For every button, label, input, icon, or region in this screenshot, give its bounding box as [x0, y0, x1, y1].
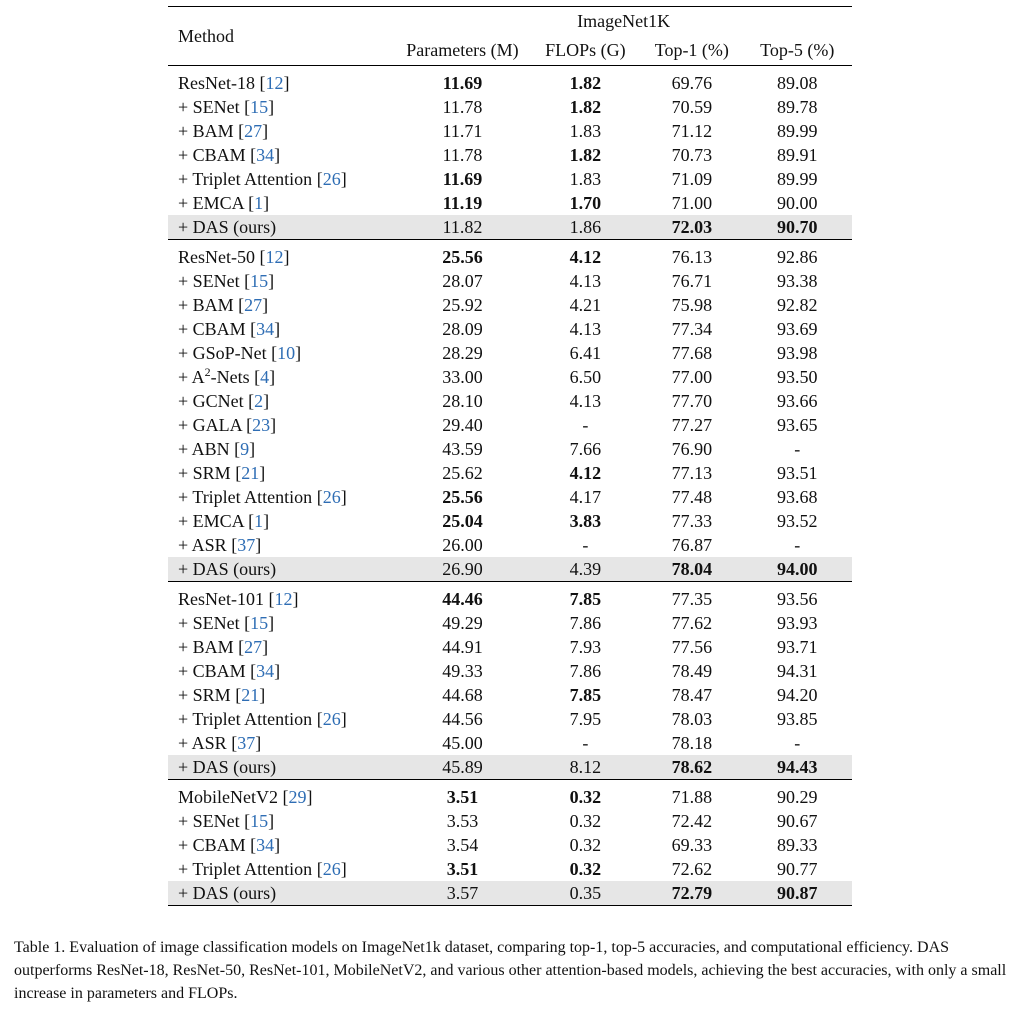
flops-cell: 7.93	[569, 637, 602, 657]
table-row-ours	[168, 215, 852, 240]
method-name: + Triplet Attention	[178, 169, 313, 189]
table-row	[168, 191, 852, 215]
method-cell: + SENet [15]	[178, 97, 275, 117]
flops-cell: 4.12	[569, 463, 602, 483]
top1-cell: 72.42	[671, 811, 713, 831]
top1-cell: 72.79	[641, 881, 742, 906]
table-row	[168, 95, 852, 119]
top5-cell: 93.51	[776, 463, 818, 483]
results-table	[168, 6, 852, 906]
top1-cell: 71.12	[671, 121, 713, 141]
citation-link[interactable]: 12	[265, 73, 284, 93]
citation-link[interactable]: 10	[277, 343, 296, 363]
top5-cell: 94.43	[742, 755, 852, 780]
citation-link[interactable]: 15	[250, 97, 269, 117]
method-cell: + GCNet [2]	[178, 391, 270, 411]
top1-cell: 71.88	[671, 787, 713, 807]
top5-cell: 89.99	[776, 121, 818, 141]
method-cell: + SENet [15]	[178, 811, 275, 831]
method-name-tail: -Nets	[210, 367, 250, 387]
top1-cell: 75.98	[671, 295, 713, 315]
parameters-cell: 11.82	[395, 215, 529, 240]
top1-cell: 70.73	[671, 145, 713, 165]
table-row-ours	[168, 557, 852, 582]
method-name: + Triplet Attention	[178, 487, 313, 507]
top5-cell: 93.85	[776, 709, 818, 729]
table-row	[168, 659, 852, 683]
top5-cell: 90.67	[776, 811, 818, 831]
method-name: + EMCA	[178, 193, 244, 213]
top5-cell: 93.50	[776, 367, 818, 387]
parameters-cell: 25.56	[442, 247, 483, 267]
parameters-cell: 45.00	[442, 733, 483, 753]
flops-cell: 4.13	[569, 391, 602, 411]
top1-cell: 72.03	[641, 215, 742, 240]
method-cell: + CBAM [34]	[178, 145, 281, 165]
method-name: + DAS (ours)	[178, 217, 277, 237]
header-dataset: ImageNet1K	[577, 11, 671, 31]
method-name: + BAM	[178, 121, 234, 141]
top5-cell: 94.31	[776, 661, 818, 681]
top1-cell: 69.76	[671, 73, 713, 93]
method-name: + SENet	[178, 271, 240, 291]
citation-link[interactable]: 34	[256, 835, 275, 855]
top5-cell: 89.78	[776, 97, 818, 117]
flops-cell: 0.32	[569, 811, 602, 831]
top5-cell: 90.70	[742, 215, 852, 240]
top5-cell: 89.99	[776, 169, 818, 189]
flops-cell: 7.86	[569, 661, 602, 681]
table-row	[168, 780, 852, 810]
method-name: + BAM	[178, 295, 234, 315]
table-row	[168, 66, 852, 96]
parameters-cell: 28.09	[442, 319, 483, 339]
table-row	[168, 707, 852, 731]
parameters-cell: 25.04	[442, 511, 483, 531]
header-top1: Top-1 (%)	[654, 40, 729, 60]
method-cell: + ASR [37]	[178, 733, 262, 753]
parameters-cell: 44.91	[442, 637, 483, 657]
method-name: + GSoP-Net	[178, 343, 267, 363]
top1-cell: 78.18	[671, 733, 713, 753]
table-row	[168, 293, 852, 317]
parameters-cell: 11.78	[442, 145, 483, 165]
table-row-ours	[168, 881, 852, 906]
method-cell: + $A^2$-Nets [4]	[178, 365, 276, 387]
citation-link[interactable]: 27	[244, 637, 263, 657]
table-row	[168, 582, 852, 612]
top5-cell: 94.20	[776, 685, 818, 705]
top1-cell: 76.87	[671, 535, 713, 555]
flops-cell: 1.82	[569, 97, 602, 117]
method-cell: + Triplet Attention [26]	[178, 859, 347, 879]
flops-cell: 7.95	[569, 709, 602, 729]
top1-cell: 77.70	[671, 391, 713, 411]
method-cell: + SRM [21]	[178, 463, 266, 483]
parameters-cell: 33.00	[442, 367, 483, 387]
parameters-cell: 44.46	[442, 589, 483, 609]
method-cell: + Triplet Attention [26]	[178, 487, 347, 507]
citation-link[interactable]: 9	[240, 439, 250, 459]
parameters-cell: 26.00	[442, 535, 483, 555]
method-name: + SENet	[178, 97, 240, 117]
parameters-cell: 49.29	[442, 613, 483, 633]
table-row	[168, 635, 852, 659]
method-cell: + Triplet Attention [26]	[178, 169, 347, 189]
top1-cell: 77.62	[671, 613, 713, 633]
flops-cell: 8.12	[530, 755, 642, 780]
flops-cell: -	[582, 535, 589, 555]
method-cell: + SENet [15]	[178, 271, 275, 291]
citation-link[interactable]: 37	[237, 535, 256, 555]
top1-cell: 77.27	[671, 415, 713, 435]
method-cell: + BAM [27]	[178, 295, 269, 315]
parameters-cell: 25.92	[442, 295, 483, 315]
method-name: + Triplet Attention	[178, 709, 313, 729]
method-name: + EMCA	[178, 511, 244, 531]
method-name: + CBAM	[178, 661, 246, 681]
top1-cell: 77.34	[671, 319, 713, 339]
method-cell: + ABN [9]	[178, 439, 256, 459]
flops-cell: -	[582, 733, 589, 753]
table-row	[168, 461, 852, 485]
top1-cell: 77.56	[671, 637, 713, 657]
method-cell: + CBAM [34]	[178, 661, 281, 681]
parameters-cell: 3.57	[395, 881, 529, 906]
top5-cell: 90.77	[776, 859, 818, 879]
method-cell: + Triplet Attention [26]	[178, 709, 347, 729]
table-caption: Table 1. Evaluation of image classification models on ImageNet1k dataset, comparing top-1, top-5 accuracies, and computational efficiency. DAS outperforms ResNet-18, ResNet-50, ResNet-101, MobileNetV2, and various other attention-based models, achieving the best accuracies, with only a small increase in parameters and FLOPs.	[14, 939, 1007, 1002]
top5-cell: 93.66	[776, 391, 818, 411]
flops-cell: 0.32	[569, 835, 602, 855]
top5-cell: 93.38	[776, 271, 818, 291]
method-cell: ResNet-18 [12]	[178, 73, 290, 93]
citation-link[interactable]: 27	[244, 121, 263, 141]
top5-cell: 90.00	[776, 193, 818, 213]
citation-link[interactable]: 26	[322, 487, 341, 507]
header-method: Method	[178, 26, 234, 46]
top5-cell: 92.82	[776, 295, 818, 315]
flops-cell: 3.83	[569, 511, 602, 531]
parameters-cell: 44.68	[442, 685, 483, 705]
flops-cell: 6.41	[569, 343, 602, 363]
method-name: + A	[178, 367, 205, 387]
flops-cell: 7.85	[569, 685, 602, 705]
method-cell: MobileNetV2 [29]	[178, 787, 313, 807]
method-cell	[168, 755, 395, 780]
top1-cell: 78.47	[671, 685, 713, 705]
parameters-cell: 43.59	[442, 439, 483, 459]
method-name: + GCNet	[178, 391, 244, 411]
method-name: ResNet-18	[178, 73, 255, 93]
method-cell: + ASR [37]	[178, 535, 262, 555]
parameters-cell: 45.89	[395, 755, 529, 780]
method-name: + ABN	[178, 439, 230, 459]
method-name: + BAM	[178, 637, 234, 657]
method-cell: + BAM [27]	[178, 121, 269, 141]
parameters-cell: 3.53	[446, 811, 479, 831]
citation-link[interactable]: 1	[254, 193, 264, 213]
citation-link[interactable]: 26	[322, 169, 341, 189]
flops-cell: 1.82	[569, 145, 602, 165]
header-row-1	[168, 7, 852, 36]
table-row	[168, 509, 852, 533]
method-name: + DAS (ours)	[178, 559, 277, 579]
method-cell	[168, 881, 395, 906]
citation-link[interactable]: 26	[322, 859, 341, 879]
citation-link[interactable]: 15	[250, 613, 269, 633]
citation-link[interactable]: 23	[252, 415, 271, 435]
top5-cell: 89.91	[776, 145, 818, 165]
citation-link[interactable]: 34	[256, 145, 275, 165]
model-group	[168, 780, 852, 906]
method-superscript: 2	[204, 365, 211, 379]
table-row	[168, 809, 852, 833]
method-name: + CBAM	[178, 319, 246, 339]
flops-cell: 0.32	[569, 787, 602, 807]
top1-cell: 78.04	[641, 557, 742, 582]
citation-link[interactable]: 15	[250, 271, 269, 291]
top1-cell: 77.00	[671, 367, 713, 387]
flops-cell: 1.82	[569, 73, 602, 93]
flops-cell: 4.12	[569, 247, 602, 267]
top5-cell: 93.68	[776, 487, 818, 507]
parameters-cell: 11.71	[442, 121, 483, 141]
citation-link[interactable]: 37	[237, 733, 256, 753]
citation-link[interactable]: 2	[254, 391, 264, 411]
parameters-cell: 28.29	[442, 343, 483, 363]
table-row	[168, 683, 852, 707]
method-cell: + GSoP-Net [10]	[178, 343, 302, 363]
top5-cell: 93.65	[776, 415, 818, 435]
top1-cell: 77.35	[671, 589, 713, 609]
table-header	[168, 7, 852, 66]
flops-cell: 1.86	[530, 215, 642, 240]
method-name: + DAS (ours)	[178, 757, 277, 777]
table-row	[168, 341, 852, 365]
method-cell: + EMCA [1]	[178, 511, 270, 531]
top1-cell: 70.59	[671, 97, 713, 117]
flops-cell: 4.13	[569, 271, 602, 291]
top1-cell: 72.62	[671, 859, 713, 879]
top1-cell: 78.49	[671, 661, 713, 681]
table-row	[168, 611, 852, 635]
flops-cell: 0.35	[530, 881, 642, 906]
method-cell: + CBAM [34]	[178, 319, 281, 339]
top5-cell: 90.29	[776, 787, 818, 807]
top5-cell: 93.93	[776, 613, 818, 633]
table-row	[168, 389, 852, 413]
table-row	[168, 365, 852, 389]
flops-cell: 1.83	[569, 169, 602, 189]
top1-cell: 78.03	[671, 709, 713, 729]
parameters-cell: 11.78	[442, 97, 483, 117]
parameters-cell: 28.10	[442, 391, 483, 411]
flops-cell: 1.83	[569, 121, 602, 141]
table-row-ours	[168, 755, 852, 780]
top1-cell: 78.62	[641, 755, 742, 780]
method-name: ResNet-50	[178, 247, 255, 267]
top5-cell: -	[794, 439, 801, 459]
table-row	[168, 167, 852, 191]
header-parameters: Parameters (M)	[406, 40, 519, 60]
table-row	[168, 269, 852, 293]
table-row	[168, 413, 852, 437]
top5-cell: -	[794, 535, 801, 555]
model-group	[168, 66, 852, 240]
parameters-cell: 3.51	[446, 787, 479, 807]
table-row	[168, 833, 852, 857]
citation-link[interactable]: 12	[274, 589, 293, 609]
method-cell	[168, 215, 395, 240]
parameters-cell: 26.90	[395, 557, 529, 582]
flops-cell: 4.13	[569, 319, 602, 339]
citation-link[interactable]: 4	[260, 367, 270, 387]
top5-cell: -	[794, 733, 801, 753]
method-cell: ResNet-50 [12]	[178, 247, 290, 267]
citation-link[interactable]: 34	[256, 661, 275, 681]
model-group	[168, 582, 852, 780]
parameters-cell: 49.33	[442, 661, 483, 681]
citation-link[interactable]: 34	[256, 319, 275, 339]
top1-cell: 76.13	[671, 247, 713, 267]
method-cell: + SENet [15]	[178, 613, 275, 633]
flops-cell: 7.85	[569, 589, 602, 609]
flops-cell: 4.21	[569, 295, 602, 315]
top1-cell: 76.90	[671, 439, 713, 459]
top1-cell: 77.68	[671, 343, 713, 363]
method-name: + GALA	[178, 415, 242, 435]
parameters-cell: 11.19	[442, 193, 483, 213]
parameters-cell: 3.51	[446, 859, 479, 879]
flops-cell: 7.86	[569, 613, 602, 633]
method-cell: + SRM [21]	[178, 685, 266, 705]
top5-cell: 89.08	[776, 73, 818, 93]
table-row	[168, 485, 852, 509]
top5-cell: 92.86	[776, 247, 818, 267]
citation-link[interactable]: 29	[288, 787, 307, 807]
top5-cell: 93.71	[776, 637, 818, 657]
method-cell: ResNet-101 [12]	[178, 589, 299, 609]
header-top5: Top-5 (%)	[760, 40, 835, 60]
flops-cell: 1.70	[569, 193, 602, 213]
table-row	[168, 533, 852, 557]
table-row	[168, 731, 852, 755]
parameters-cell: 28.07	[442, 271, 483, 291]
top1-cell: 76.71	[671, 271, 713, 291]
method-name: + CBAM	[178, 835, 246, 855]
parameters-cell: 25.56	[442, 487, 483, 507]
flops-cell: 6.50	[569, 367, 602, 387]
top1-cell: 77.48	[671, 487, 713, 507]
top5-cell: 93.52	[776, 511, 818, 531]
citation-link[interactable]: 15	[250, 811, 269, 831]
method-cell	[168, 557, 395, 582]
citation-link[interactable]: 12	[265, 247, 284, 267]
top5-cell: 94.00	[742, 557, 852, 582]
method-name: + DAS (ours)	[178, 883, 277, 903]
method-name: + SRM	[178, 685, 231, 705]
method-name: + SENet	[178, 811, 240, 831]
top1-cell: 71.00	[671, 193, 713, 213]
flops-cell: -	[582, 415, 589, 435]
top1-cell: 77.33	[671, 511, 713, 531]
top1-cell: 69.33	[671, 835, 713, 855]
top5-cell: 93.56	[776, 589, 818, 609]
header-flops: FLOPs (G)	[545, 40, 626, 60]
method-name: + SENet	[178, 613, 240, 633]
parameters-cell: 25.62	[442, 463, 483, 483]
parameters-cell: 11.69	[442, 169, 483, 189]
parameters-cell: 44.56	[442, 709, 483, 729]
citation-link[interactable]: 21	[241, 685, 260, 705]
table-row	[168, 857, 852, 881]
table-row	[168, 143, 852, 167]
table-row	[168, 119, 852, 143]
top5-cell: 90.87	[742, 881, 852, 906]
method-cell: + BAM [27]	[178, 637, 269, 657]
table-row	[168, 437, 852, 461]
table-row	[168, 317, 852, 341]
top1-cell: 71.09	[671, 169, 713, 189]
method-name: + CBAM	[178, 145, 246, 165]
flops-cell: 4.39	[530, 557, 642, 582]
parameters-cell: 3.54	[446, 835, 479, 855]
method-name: + ASR	[178, 535, 227, 555]
citation-link[interactable]: 26	[322, 709, 341, 729]
method-name: + SRM	[178, 463, 231, 483]
method-name: + Triplet Attention	[178, 859, 313, 879]
parameters-cell: 11.69	[442, 73, 483, 93]
model-group	[168, 240, 852, 582]
parameters-cell: 29.40	[442, 415, 483, 435]
citation-link[interactable]: 1	[254, 511, 264, 531]
method-cell: + CBAM [34]	[178, 835, 281, 855]
top5-cell: 93.98	[776, 343, 818, 363]
top1-cell: 77.13	[671, 463, 713, 483]
citation-link[interactable]: 21	[241, 463, 260, 483]
top5-cell: 93.69	[776, 319, 818, 339]
table-row	[168, 240, 852, 270]
flops-cell: 4.17	[569, 487, 602, 507]
method-name: + ASR	[178, 733, 227, 753]
citation-link[interactable]: 27	[244, 295, 263, 315]
method-name: MobileNetV2	[178, 787, 278, 807]
flops-cell: 0.32	[569, 859, 602, 879]
method-name: ResNet-101	[178, 589, 264, 609]
top5-cell: 89.33	[776, 835, 818, 855]
flops-cell: 7.66	[569, 439, 602, 459]
method-cell: + GALA [23]	[178, 415, 277, 435]
method-cell: + EMCA [1]	[178, 193, 270, 213]
